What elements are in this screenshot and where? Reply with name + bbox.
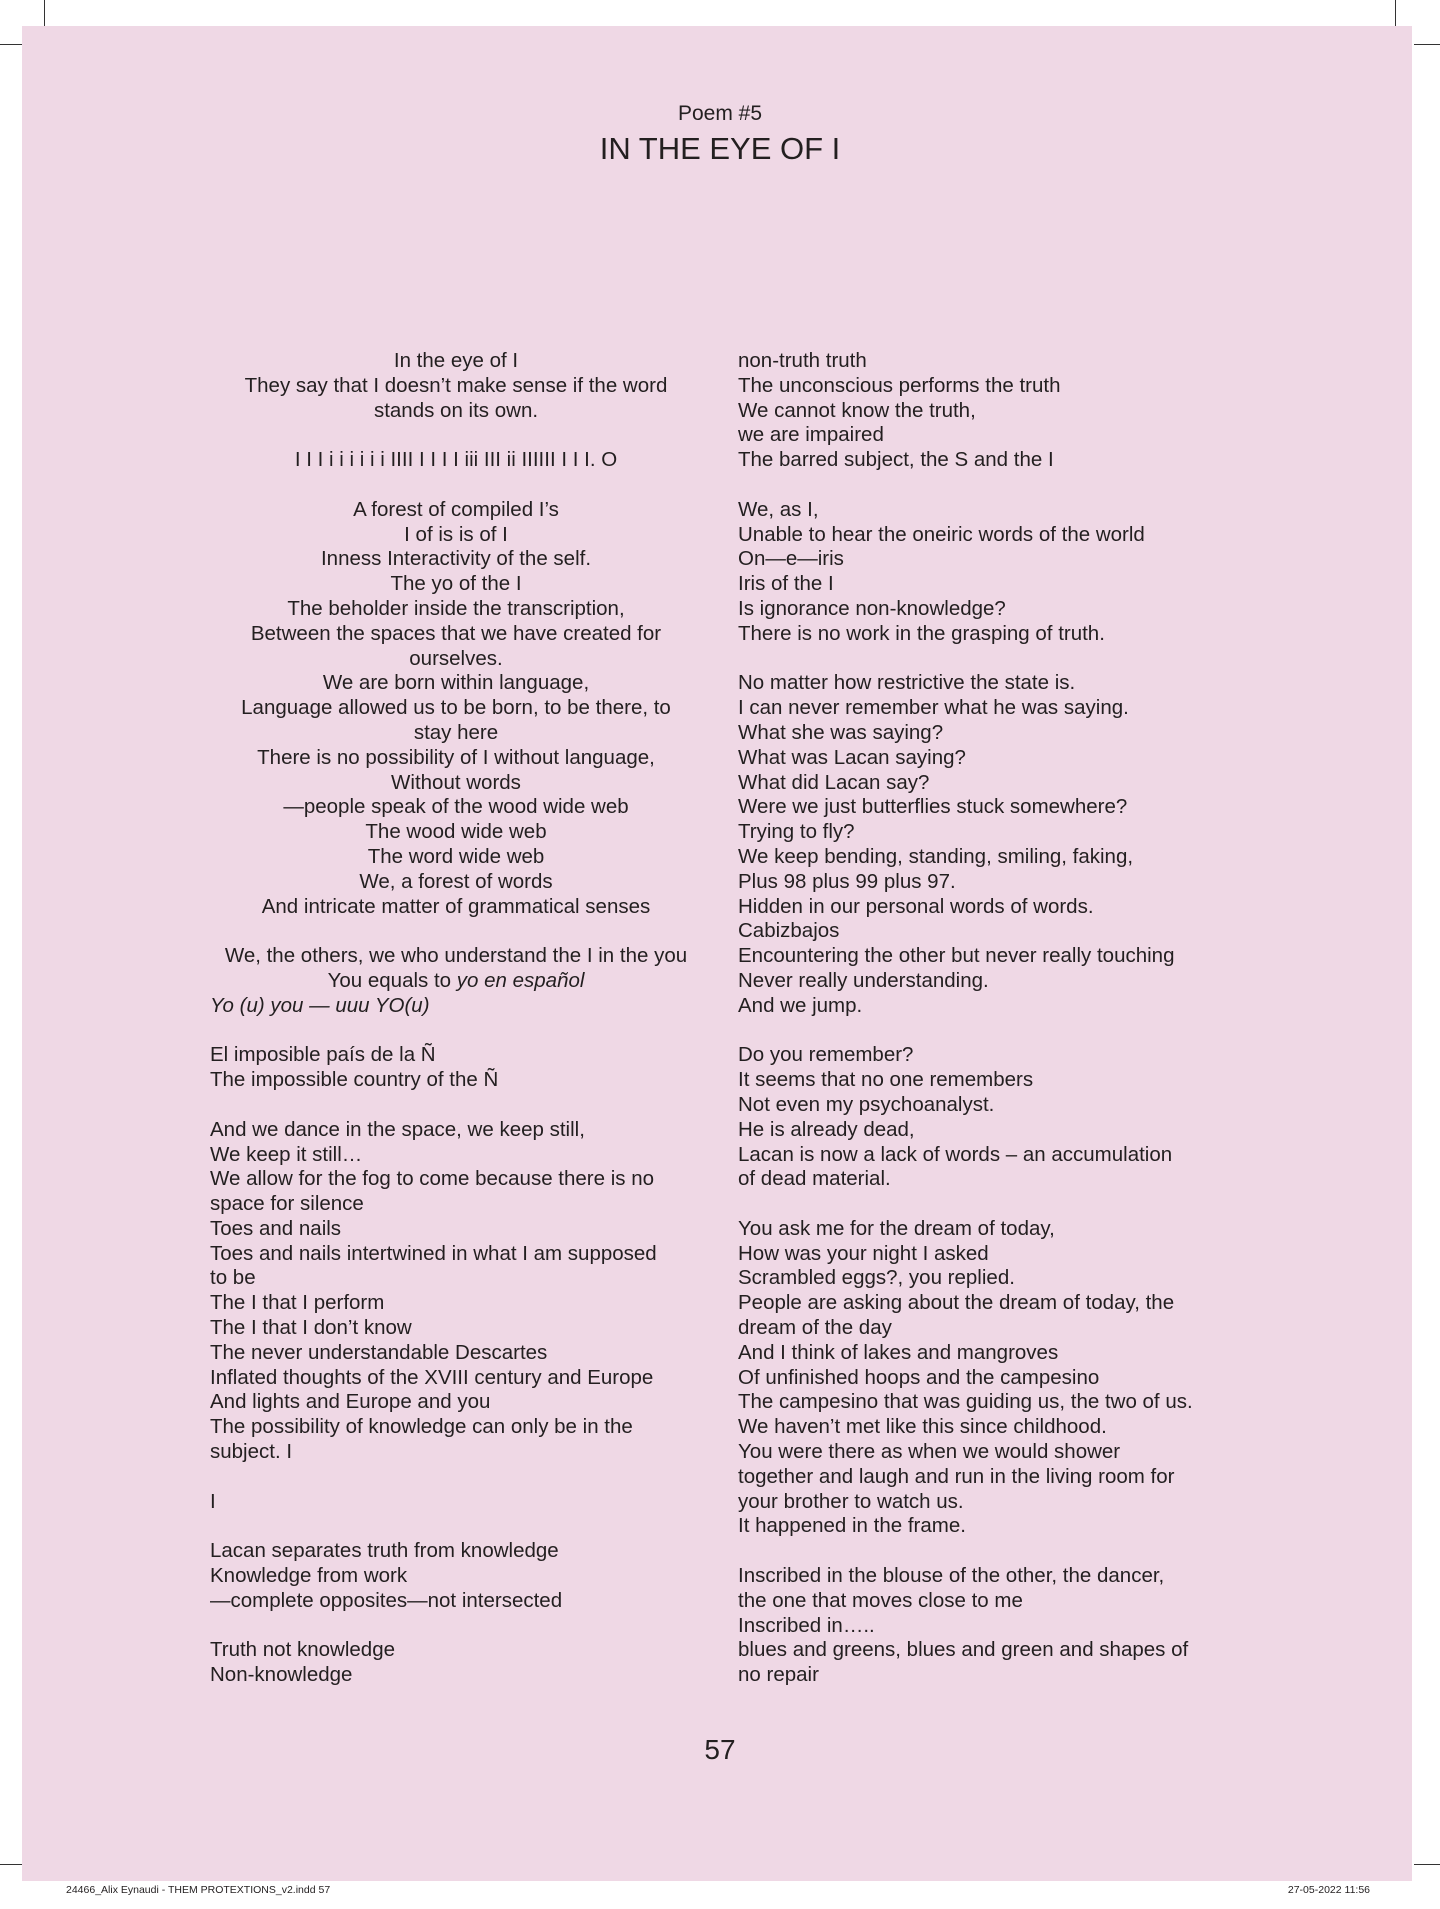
crop-mark [44, 0, 45, 26]
poem-line-text: There is no possibility of I without language, [257, 745, 655, 769]
poem-line-text: And intricate matter of grammatical senses [261, 894, 651, 918]
poem-line: blues and greens, blues and green and shapes of [738, 1638, 1189, 1662]
poem-line-text: stands on its own. [373, 398, 539, 422]
poem-line: Plus 98 plus 99 plus 97. [738, 869, 956, 893]
poem-line-italic: yo en español [456, 968, 585, 992]
poem-line [210, 547, 702, 572]
stanza-break [210, 1019, 702, 1044]
stanza-break [210, 919, 702, 944]
poem-line [210, 523, 702, 548]
poem-line-text: The I that I perform [210, 1291, 385, 1315]
poem-line [210, 870, 702, 895]
poem-line [210, 399, 702, 424]
poem-line [210, 696, 702, 721]
poem-line [210, 1167, 702, 1192]
poem-line [210, 820, 702, 845]
poem-line-text: And we dance in the space, we keep still, [210, 1117, 585, 1141]
poem-line: Lacan is now a lack of words – an accumulation [738, 1142, 1173, 1166]
poem-line: dream of the day [738, 1316, 892, 1340]
poem-line: we are impaired [738, 423, 884, 447]
poem-line [210, 498, 702, 523]
poem-line-text: —people speak of the wood wide web [283, 795, 629, 819]
slug-date-time: 27-05-2022 11:56 [1287, 1884, 1370, 1896]
poem-line: We haven’t met like this since childhood. [738, 1415, 1107, 1439]
poem-line: of dead material. [738, 1167, 891, 1191]
poem-line [210, 845, 702, 870]
poem-line [210, 1068, 702, 1093]
poem-line-text: Toes and nails [210, 1216, 342, 1240]
poem-line [210, 1366, 702, 1391]
poem-line [210, 994, 702, 1019]
stanza-break [738, 1539, 1238, 1564]
poem-line: The unconscious performs the truth [738, 373, 1061, 397]
poem-line: Never really understanding. [738, 968, 989, 992]
poem-line-text: The never understandable Descartes [210, 1340, 548, 1364]
poem-line-text: Inflated thoughts of the XVIII century and Europe [210, 1365, 654, 1389]
poem-line-text: subject. I [210, 1440, 293, 1464]
stanza-break [210, 1614, 702, 1639]
poem-line-text: We, the others, we who understand the I in the you [224, 944, 688, 968]
poem-line: You were there as when we would shower [738, 1440, 1121, 1464]
poem-line [210, 374, 702, 399]
poem-line-text: I I I i i i i i i IIII I I I I iii III ii IIIIII I I I. O [294, 448, 618, 472]
poem-line: Encountering the other but never really touching [738, 944, 1175, 968]
poem-line-text: Without words [391, 770, 521, 794]
poem-line: The campesino that was guiding us, the two of us. [738, 1390, 1193, 1414]
poem-line: the one that moves close to me [738, 1588, 1023, 1612]
poem-line-text: We allow for the fog to come because there is no [210, 1167, 655, 1191]
poem-line [210, 771, 702, 796]
stanza-break [210, 423, 702, 448]
poem-line [210, 1663, 702, 1688]
poem-line-text: Non-knowledge [210, 1663, 353, 1687]
poem-line [210, 1564, 702, 1589]
crop-mark [1414, 1864, 1440, 1865]
slug-file-info: 24466_Alix Eynaudi - THEM PROTEXTIONS_v2.indd 57 [66, 1884, 331, 1896]
poem-line-text: space for silence [210, 1192, 364, 1216]
poem-line: There is no work in the grasping of truth. [738, 621, 1105, 645]
poem-line-text: The yo of the I [390, 572, 522, 596]
stanza-break [738, 647, 1238, 672]
poem-line [210, 746, 702, 771]
poem-line [210, 448, 702, 473]
poem-line-text: Between the spaces that we have created for [250, 621, 662, 645]
poem-line: Of unfinished hoops and the campesino [738, 1365, 1100, 1389]
poem-line: Inscribed in the blouse of the other, the dancer, [738, 1564, 1165, 1588]
poem-line: What she was saying? [738, 720, 944, 744]
poem-line: Scrambled eggs?, you replied. [738, 1266, 1015, 1290]
poem-line: Unable to hear the oneiric words of the world [738, 522, 1145, 546]
poem-line [210, 795, 702, 820]
poem-line: your brother to watch us. [738, 1489, 964, 1513]
poem-line: He is already dead, [738, 1117, 915, 1141]
poem-line-text: You equals to [327, 968, 457, 992]
poem-line: Do you remember? [738, 1043, 914, 1067]
poem-line: Hidden in our personal words of words. [738, 894, 1094, 918]
poem-line-text: to be [210, 1266, 256, 1290]
poem-line-text: Language allowed us to be born, to be there, to [241, 696, 671, 720]
poem-line [210, 1192, 702, 1217]
stanza-break [738, 1192, 1238, 1217]
poem-line-text: And lights and Europe and you [210, 1390, 491, 1414]
poem-line-text: Toes and nails intertwined in what I am supposed [210, 1241, 657, 1265]
poem-line-text: We keep it still… [210, 1142, 363, 1166]
poem-line-text: The beholder inside the transcription, [287, 596, 625, 620]
poem-line-text: The word wide web [367, 844, 545, 868]
crop-mark [1414, 44, 1440, 45]
poem-line: We cannot know the truth, [738, 398, 976, 422]
poem-line [210, 647, 702, 672]
poem-line: No matter how restrictive the state is. [738, 671, 1076, 695]
poem-line [210, 1143, 702, 1168]
poem-line: And I think of lakes and mangroves [738, 1340, 1059, 1364]
stanza-break [738, 473, 1238, 498]
poem-line-text: ourselves. [409, 646, 503, 670]
poem-line: On—e—iris [738, 547, 844, 571]
poem-line: You ask me for the dream of today, [738, 1216, 1055, 1240]
poem-title: IN THE EYE OF I [599, 131, 841, 166]
poem-line [210, 895, 702, 920]
poem-line-text: Inness Interactivity of the self. [320, 547, 592, 571]
poem-line [210, 1638, 702, 1663]
poem-line [210, 597, 702, 622]
poem-line: Cabizbajos [738, 919, 840, 943]
poem-line: We, as I, [738, 497, 819, 521]
stanza-break [738, 1019, 1238, 1044]
poem-line [210, 1341, 702, 1366]
stanza-break [210, 1514, 702, 1539]
poem-line [210, 572, 702, 597]
poem-line: Were we just butterflies stuck somewhere? [738, 795, 1128, 819]
poem-line: What was Lacan saying? [738, 745, 966, 769]
poem-line-text: The impossible country of the Ñ [210, 1068, 499, 1092]
poem-line [210, 969, 702, 994]
poem-line [210, 1242, 702, 1267]
poem-line: The barred subject, the S and the I [738, 448, 1054, 472]
stanza-break [210, 1093, 702, 1118]
poem-line: And we jump. [738, 993, 863, 1017]
poem-line [210, 1291, 702, 1316]
poem-line [210, 1539, 702, 1564]
poem-line: People are asking about the dream of today, the [738, 1291, 1175, 1315]
poem-line-text: The wood wide web [365, 820, 547, 844]
poem-line [210, 1390, 702, 1415]
poem-line: Is ignorance non-knowledge? [738, 596, 1006, 620]
poem-line: Iris of the I [738, 572, 834, 596]
poem-line: together and laugh and run in the living room for [738, 1464, 1175, 1488]
poem-line: Inscribed in….. [738, 1613, 875, 1637]
poem-line: We keep bending, standing, smiling, faking, [738, 844, 1134, 868]
poem-line [210, 721, 702, 746]
poem-line [210, 1316, 702, 1341]
poem-left-column [210, 349, 702, 1688]
poem-line: no repair [738, 1663, 819, 1687]
poem-line: non-truth truth [738, 349, 867, 372]
poem-line-text: —complete opposites—not intersected [210, 1588, 563, 1612]
poem-line-italic: Yo (u) you — uuu YO(u) [210, 993, 430, 1017]
poem-line-text: Lacan separates truth from knowledge [210, 1539, 559, 1563]
poem-line [210, 1589, 702, 1614]
poem-line [210, 1043, 702, 1068]
poem-line [210, 622, 702, 647]
poem-line: It seems that no one remembers [738, 1068, 1034, 1092]
poem-line [210, 944, 702, 969]
stanza-break [210, 473, 702, 498]
poem-line [210, 671, 702, 696]
poem-line-text: They say that I doesn’t make sense if the word [244, 373, 668, 397]
crop-mark [1395, 0, 1396, 26]
poem-line-text: The I that I don’t know [210, 1316, 412, 1340]
poem-line-text: I [210, 1489, 216, 1513]
poem-line: How was your night I asked [738, 1241, 989, 1265]
poem-line-text: We are born within language, [322, 671, 590, 695]
poem-line: Not even my psychoanalyst. [738, 1092, 995, 1116]
poem-line [210, 1266, 702, 1291]
poem-line [210, 1440, 702, 1465]
poem-number: Poem #5 [677, 102, 763, 125]
poem-line [210, 1118, 702, 1143]
poem-line [210, 1415, 702, 1440]
poem-right-column [738, 349, 1238, 1688]
poem-line-text: stay here [413, 720, 499, 744]
poem-line [210, 1490, 702, 1515]
poem-line-text: I of is is of I [404, 522, 508, 546]
poem-line: What did Lacan say? [738, 770, 930, 794]
poem-line-text: Knowledge from work [210, 1564, 408, 1588]
page-number: 57 [704, 1734, 736, 1765]
stanza-break [210, 1465, 702, 1490]
poem-line [210, 1217, 702, 1242]
poem-line-text: We, a forest of words [359, 869, 553, 893]
poem-line-text: El imposible país de la Ñ [210, 1043, 436, 1067]
poem-line: It happened in the frame. [738, 1514, 966, 1538]
poem-line: I can never remember what he was saying. [738, 696, 1129, 720]
poem-line: Trying to fly? [738, 820, 855, 844]
poem-line [210, 349, 702, 374]
poem-line-text: Truth not knowledge [210, 1638, 395, 1662]
poem-line-text: A forest of compiled I’s [353, 497, 559, 521]
poem-line-text: In the eye of I [393, 349, 519, 372]
poem-line-text: The possibility of knowledge can only be in the [210, 1415, 633, 1439]
